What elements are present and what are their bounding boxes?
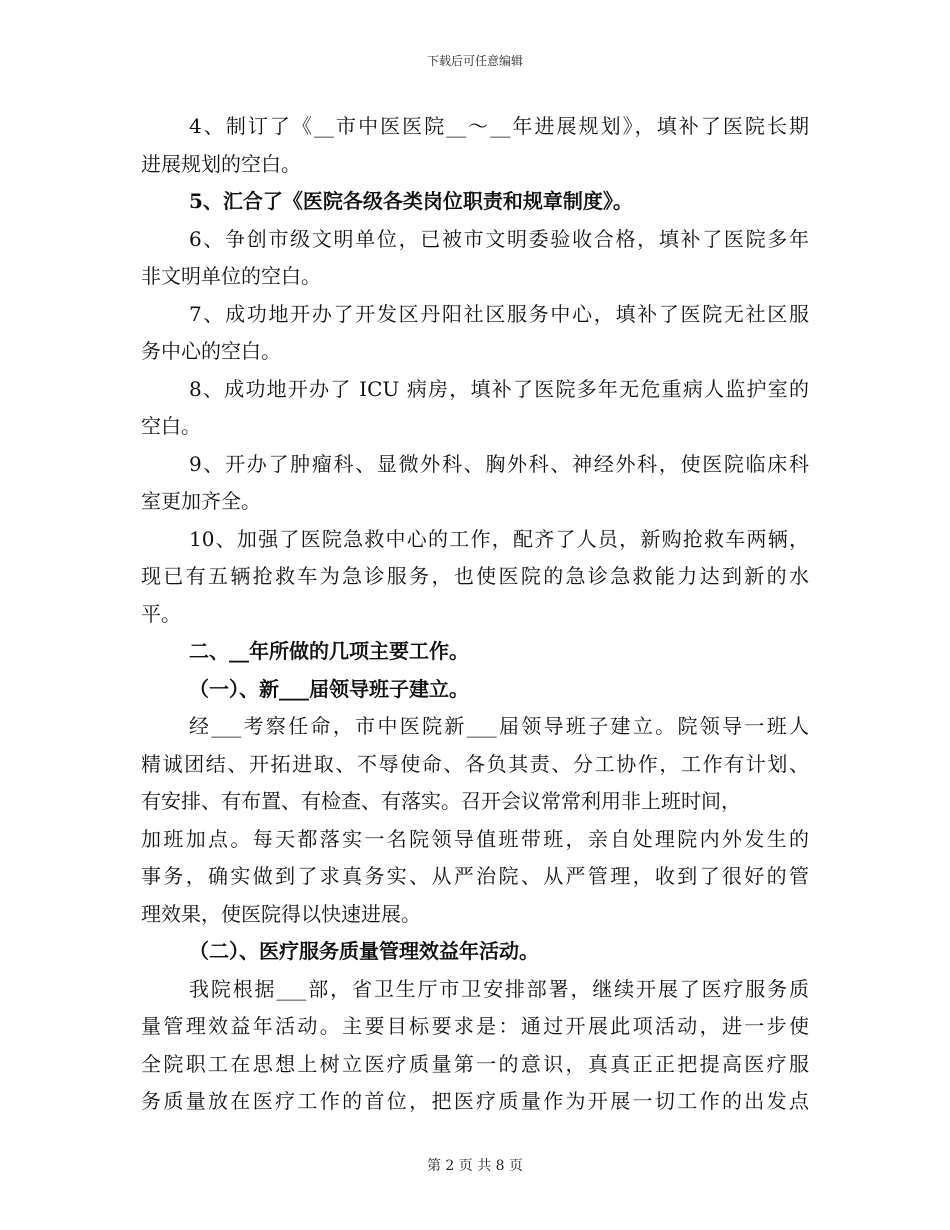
text-line: 进展规划的空白。 [141,151,301,176]
text-line: 8、成功地开办了 ICU 病房，填补了医院多年无危重病人监护室的 [189,376,809,401]
text-line: 9、开办了肿瘤科、显微外科、胸外科、神经外科，使医院临床科 [189,451,809,476]
text-line: 7、成功地开办了开发区丹阳社区服务中心，填补了医院无社区服 [189,301,809,326]
text-line: 理效果，使医院得以快速进展。 [141,901,421,926]
page-header: 下载后可任意编辑 [426,54,523,68]
text-line: 全院职工在思想上树立医疗质量第一的意识，真真正正把提高医疗服 [141,1051,809,1076]
text-line: 务中心的空白。 [141,339,281,363]
text-line: （二）、医疗服务质量管理效益年活动。 [189,939,539,963]
text-line: 10、加强了医院急救中心的工作，配齐了人员，新购抢救车两辆， [189,526,809,551]
text-line: 务质量放在医疗工作的首位，把医疗质量作为开展一切工作的出发点 [141,1089,809,1113]
text-line: 经___考察任命，市中医院新___届领导班子建立。院领导一班人 [189,714,809,738]
text-line: 事务，确实做到了求真务实、从严治院、从严管理，收到了很好的管 [141,864,809,888]
text-line: 6、争创市级文明单位，已被市文明委验收合格，填补了医院多年 [189,226,809,251]
page-number: 第 2 页 共 8 页 [426,1158,524,1174]
text-line: 平。 [141,601,181,626]
text-line: 我院根据___部，省卫生厅市卫安排部署，继续开展了医疗服务质 [189,976,809,1001]
text-line: 现已有五辆抢救车为急诊服务，也使医院的急诊急救能力达到新的水 [141,564,809,588]
document-body [141,108,809,1121]
text-line: 量管理效益年活动。主要目标要求是：通过开展此项活动，进一步使 [141,1014,809,1038]
text-line: 非文明单位的空白。 [141,264,321,288]
text-line: 加班加点。每天都落实一名院领导值班带班，亲自处理院内外发生的 [141,826,809,851]
text-line: 室更加齐全。 [141,489,261,513]
text-line: 精诚团结、开拓进取、不辱使命、各负其责、分工协作，工作有计划、 [141,751,809,776]
text-line: 有安排、有布置、有检查、有落实。召开会议常常利用非上班时间， [141,789,741,813]
text-line: 二、__年所做的几项主要工作。 [189,639,469,663]
text-line: 空白。 [141,414,201,438]
text-line: （一）、新___届领导班子建立。 [189,676,469,701]
text-line: 5、汇合了《医院各级各类岗位职责和规章制度》。 [189,189,633,213]
text-line: 4、制订了《__市中医医院__～__年进展规划》，填补了医院长期 [189,114,809,138]
